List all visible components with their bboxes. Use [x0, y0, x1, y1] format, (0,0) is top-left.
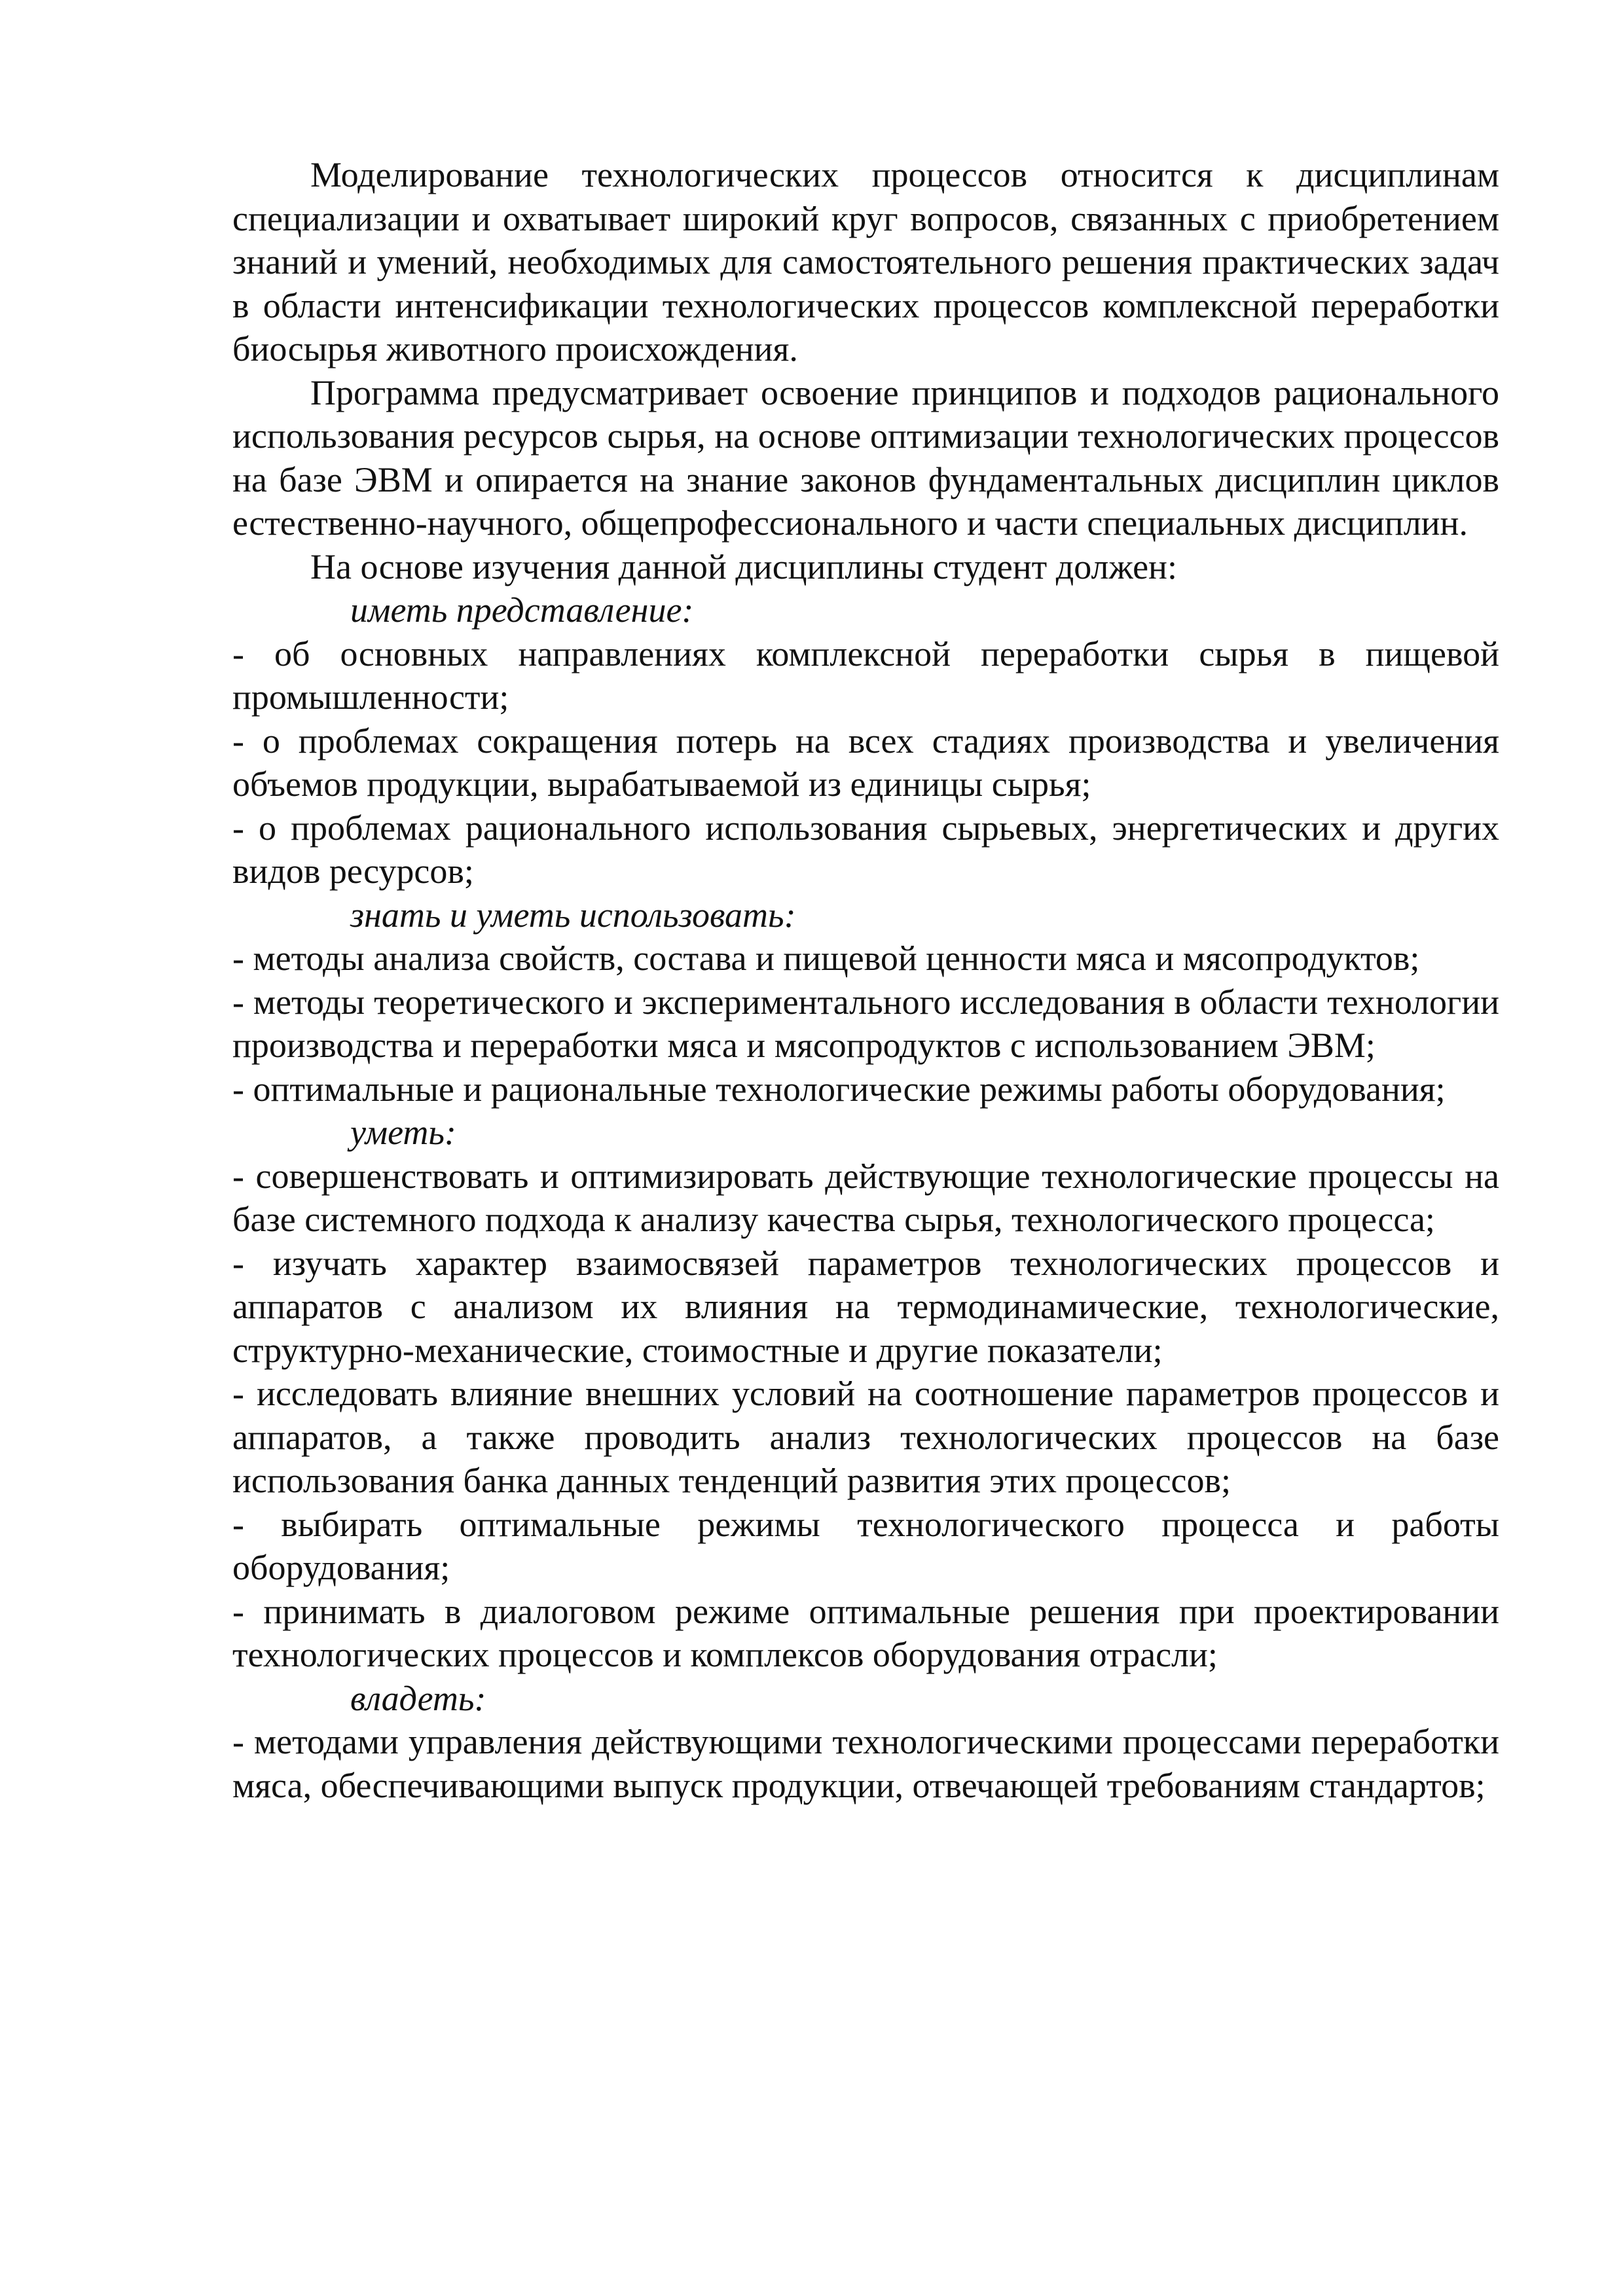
list-item: - методы теоретического и экспериментального исследования в области технологии производства и переработки мяса и мясопродуктов с использованием ЭВМ;: [232, 982, 1499, 1065]
list-item: - о проблемах сокращения потерь на всех стадиях производства и увеличения объемов продукции, вырабатываемой из единицы сырья;: [232, 721, 1499, 804]
intro-paragraph-1: Моделирование технологических процессов относится к дисциплинам специализации и охватывает широкий круг вопросов, связанных с приобретением знаний и умений, необходимых для самостоятельного решения практических задач в области интенсификации технологических процессов комплексной переработки биосырья животного происхождения.: [232, 155, 1499, 368]
list-item: - оптимальные и рациональные технологические режимы работы оборудования;: [232, 1069, 1446, 1109]
list-item: - методы анализа свойств, состава и пищевой ценности мяса и мясопродуктов;: [232, 939, 1420, 978]
intro-paragraph-2: Программа предусматривает освоение принципов и подходов рационального использования ресурсов сырья, на основе оптимизации технологических процессов на базе ЭВМ и опирается на знание законов фундаментальных дисциплин циклов естественно-научного, общепрофессионального и части специальных дисциплин.: [232, 372, 1499, 543]
section-heading-master: владеть:: [350, 1678, 486, 1718]
list-item: - изучать характер взаимосвязей параметров технологических процессов и аппаратов с анализом их влияния на термодинамические, технологические, структурно-механические, стоимостные и другие показатели;: [232, 1243, 1499, 1370]
section-heading-be-able: уметь:: [350, 1113, 456, 1152]
list-item: - о проблемах рационального использования сырьевых, энергетических и других видов ресурсов;: [232, 808, 1499, 891]
list-item: - методами управления действующими технологическими процессами переработки мяса, обеспечивающими выпуск продукции, отвечающей требованиям стандартов;: [232, 1722, 1499, 1805]
section-heading-have-idea: иметь представление:: [350, 590, 694, 630]
intro-paragraph-3: На основе изучения данной дисциплины студент должен:: [310, 547, 1177, 586]
list-item: - об основных направлениях комплексной переработки сырья в пищевой промышленности;: [232, 634, 1499, 717]
list-item: - выбирать оптимальные режимы технологического процесса и работы оборудования;: [232, 1504, 1499, 1587]
section-heading-know-and-use: знать и уметь использовать:: [350, 895, 796, 935]
list-item: - исследовать влияние внешних условий на соотношение параметров процессов и аппаратов, а также проводить анализ технологических процессов на базе использования банка данных тенденций развития этих процессов;: [232, 1374, 1499, 1500]
list-item: - совершенствовать и оптимизировать действующие технологические процессы на базе системного подхода к анализу качества сырья, технологического процесса;: [232, 1156, 1499, 1239]
list-item: - принимать в диалоговом режиме оптимальные решения при проектировании технологических процессов и комплексов оборудования отрасли;: [232, 1591, 1499, 1674]
document-page: [232, 153, 1499, 1807]
